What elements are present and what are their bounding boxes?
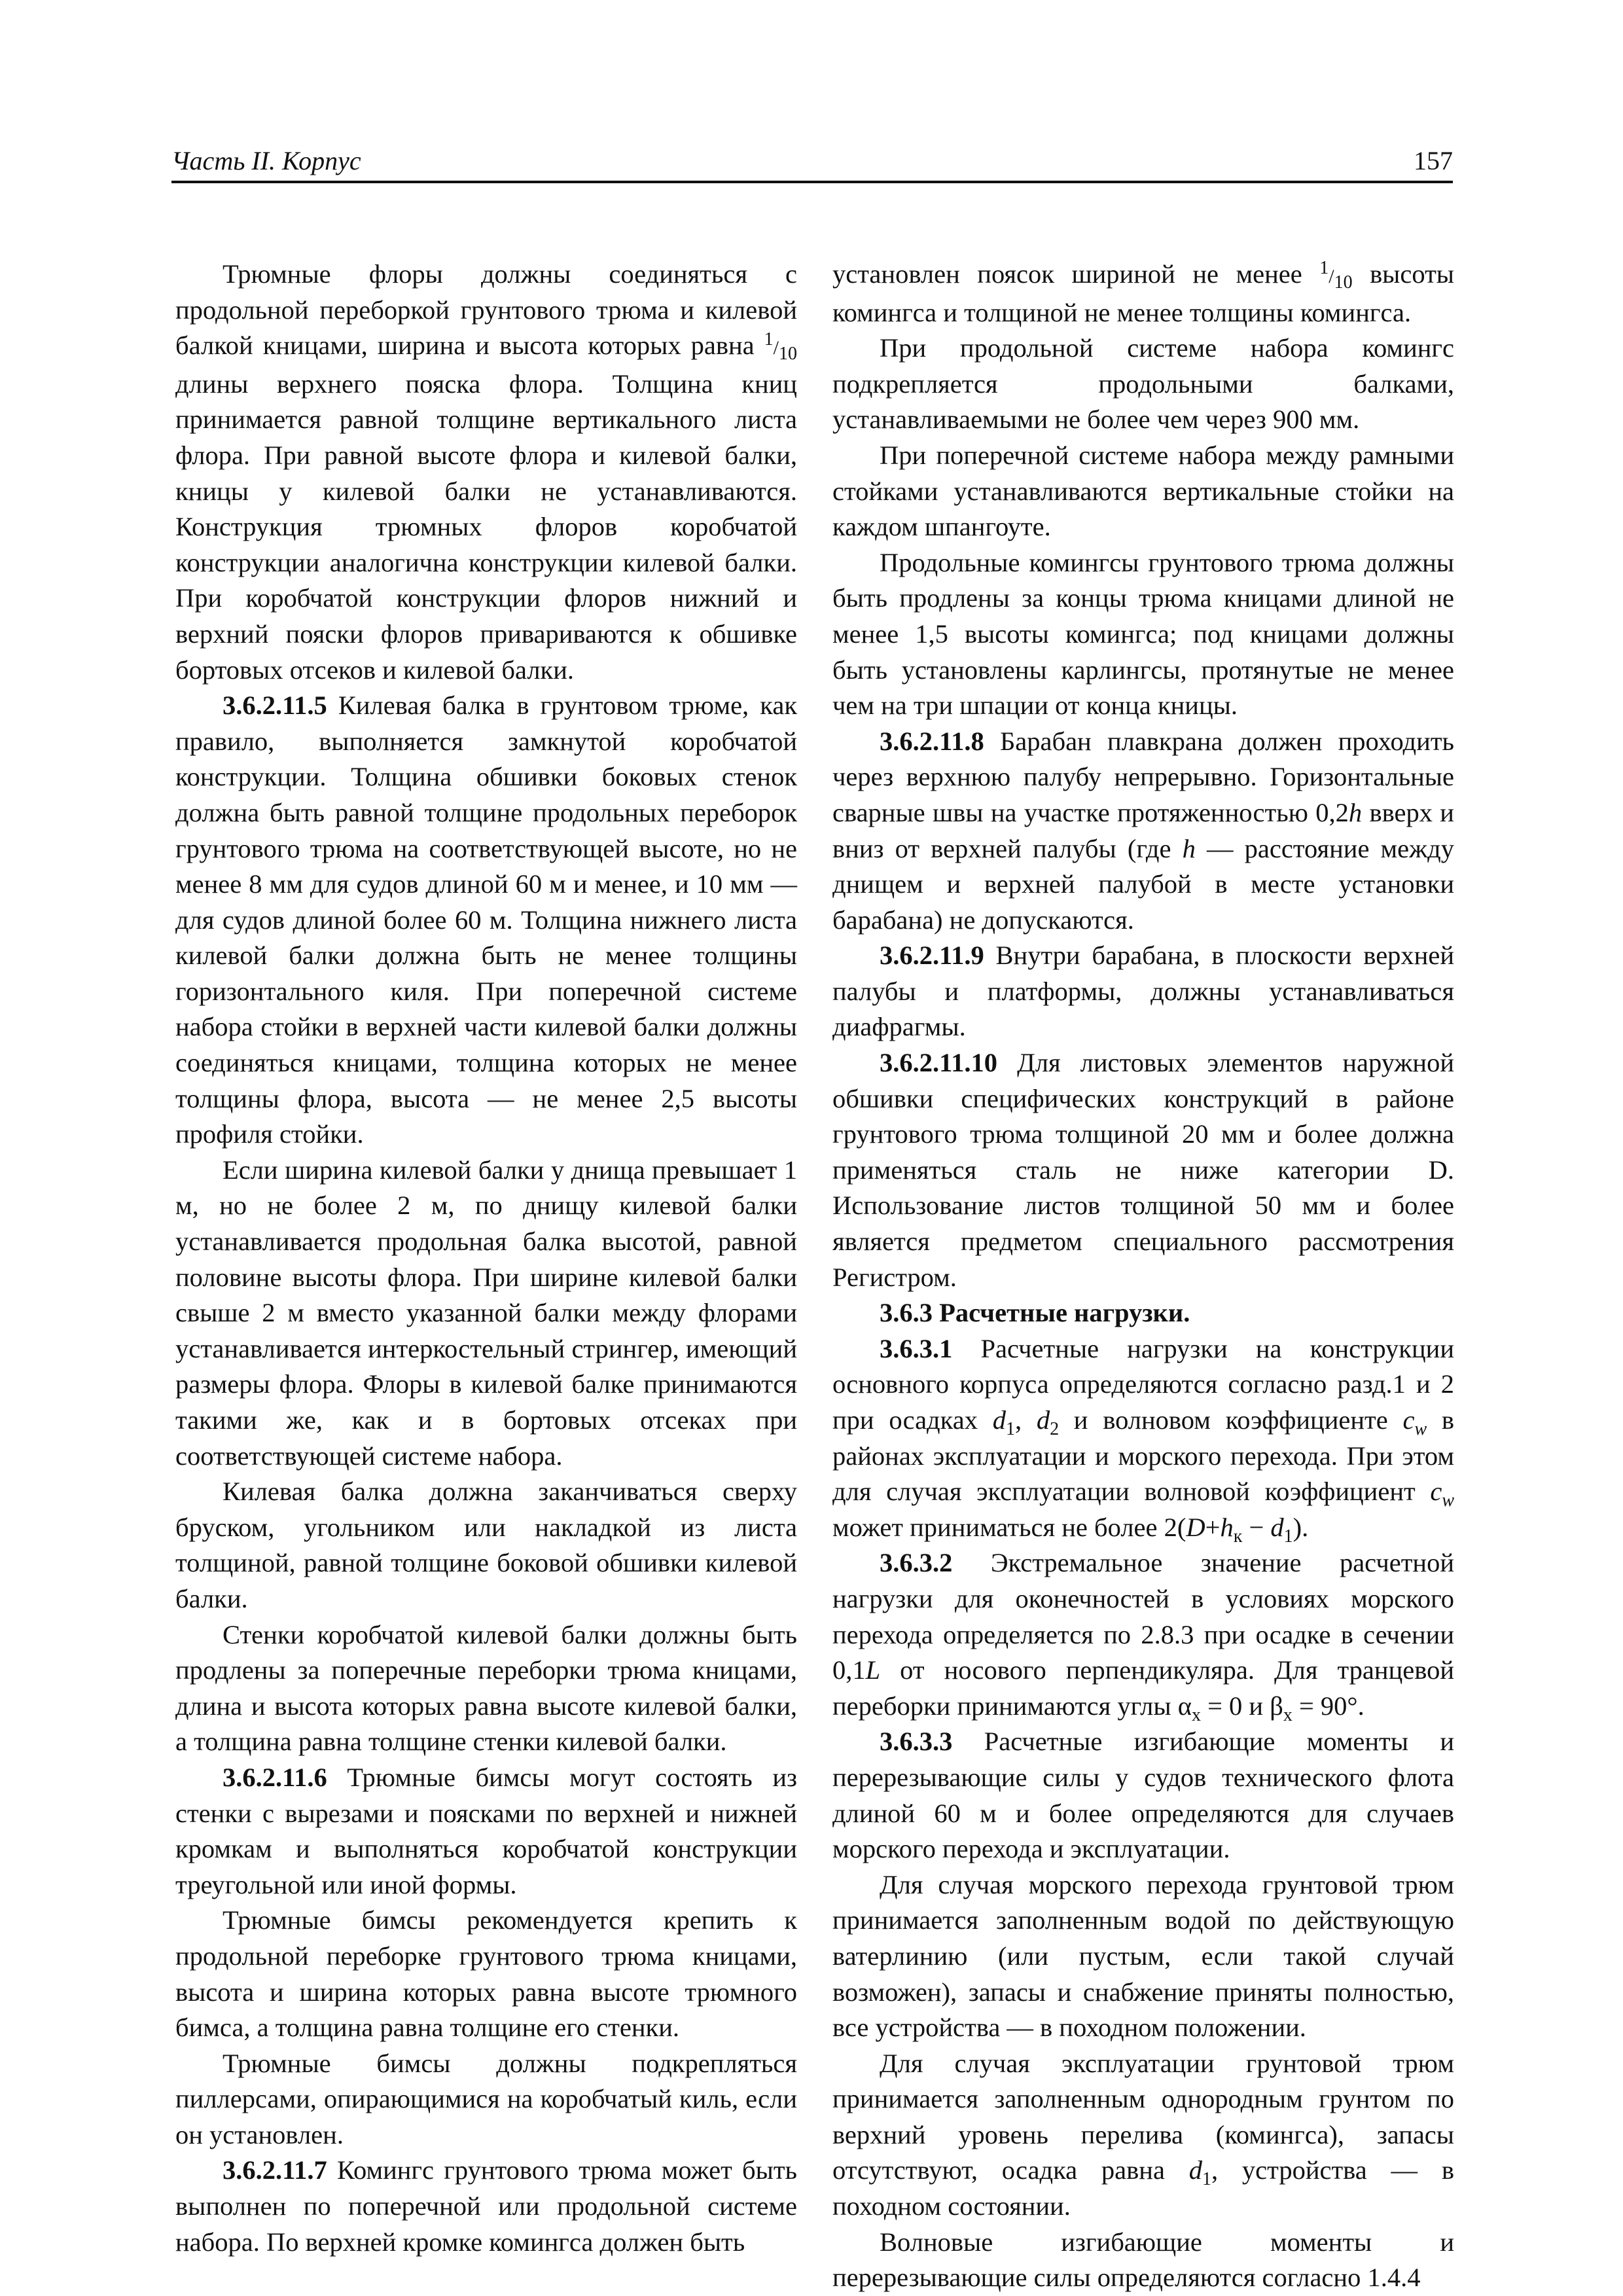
paragraph-text: Экстремальное значение расчетной нагрузки для оконечностей в условиях морского перехода определяется по 2.8.3 при осадке в сечении 0,1 xyxy=(832,1548,1454,1685)
paragraph: Стенки коробчатой килевой балки должны быть продлены за поперечные переборки трюма кницами, длина и высота которых равна высоте килевой балки, а толщина равна толщине стенки килевой балки. xyxy=(175,1619,797,1757)
clause-number: 3.6.2.11.9 xyxy=(880,941,984,971)
paragraph: Трюмные бимсы рекомендуется крепить к продольной переборке грунтового трюма кницами, высота и ширина которых равна высоте трюмного бимса, а толщина равна толщине его стенки. xyxy=(175,1905,797,2043)
fraction-numerator: 1 xyxy=(1319,258,1329,278)
paragraph: При поперечной системе набора между рамными стойками устанавливаются вертикальные стойки на каждом шпангоуте. xyxy=(832,440,1454,542)
clause-number: 3.6.3.1 xyxy=(880,1333,953,1363)
clause-number: 3.6.2.11.8 xyxy=(880,726,984,756)
right-column xyxy=(832,257,1454,2296)
paragraph-text: Трюмные флоры должны соединяться с продольной переборкой грунтового трюма и килевой балкой кницами, ширина и высота которых равна xyxy=(175,259,797,361)
paragraph-text: установлен поясок шириной не менее xyxy=(832,259,1320,289)
paragraph-text: вверх и вниз от верхней палубы (где xyxy=(832,797,1454,863)
paragraph: Продольные комингсы грунтового трюма должны быть продлены за концы трюма кницами длиной не менее 1,5 высоты комингса; под кницами должны быть установлены карлингсы, протянутые не менее чем на три шпации от конца кницы. xyxy=(832,547,1454,721)
paragraph-text: Внутри барабана, в плоскости верхней палубы и платформы, должны устанавливаться диафрагмы. xyxy=(832,941,1454,1042)
paragraph-text: Расчетные изгибающие моменты и перерезывающие силы у судов технического флота длиной 60 м и более определяются для случаев морского перехода и эксплуатации. xyxy=(832,1727,1454,1864)
variable: h xyxy=(1348,797,1363,827)
paragraph: Трюмные бимсы должны подкрепляться пиллерсами, опирающимися на коробчатый киль, если он установлен. xyxy=(175,2048,797,2149)
paragraph xyxy=(832,1545,1454,1724)
left-column xyxy=(175,257,797,2260)
variable: c xyxy=(1402,1405,1415,1435)
paragraph-text: высоты комингса и толщиной не менее толщины комингса. xyxy=(832,259,1454,327)
paragraph xyxy=(832,1331,1454,1546)
subscript xyxy=(1414,1419,1427,1439)
paragraph-text: = 0 и β xyxy=(1200,1691,1283,1721)
subscript xyxy=(1442,1490,1454,1511)
clause-number: 3.6.2.11.6 xyxy=(223,1762,327,1792)
paragraph xyxy=(832,724,1454,939)
paragraph-text: , устройства — в походном состоянии. xyxy=(832,2155,1454,2221)
paragraph xyxy=(175,1760,797,1903)
paragraph: Килевая балка должна заканчиваться сверху бруском, угольником или накладкой из листа толщиной, равной толщине боковой обшивки килевой балки. xyxy=(175,1477,797,1613)
subscript: x xyxy=(1191,1704,1201,1725)
fraction: $^1/_{10}$ xyxy=(764,329,797,365)
page-number: 157 xyxy=(1414,146,1453,175)
paragraph-text: в районах эксплуатации и морского перехода. При этом для случая эксплуатации волновой коэффициент xyxy=(832,1405,1455,1507)
paragraph xyxy=(832,2046,1454,2225)
paragraph-text: Для случая эксплуатации грунтовой трюм принимается заполненным однородным грунтом по верхний уровень перелива (комингса), запасы отсутствуют, осадка равна xyxy=(832,2048,1454,2185)
paragraph xyxy=(832,257,1454,331)
subscript: 2 xyxy=(1050,1419,1060,1440)
fraction-numerator: 1 xyxy=(764,329,774,350)
paragraph xyxy=(832,938,1454,1045)
paragraph-text: и волновом коэффициенте xyxy=(1059,1405,1403,1435)
paragraph: Если ширина килевой балки у днища превышает 1 м, но не более 2 м, по днищу килевой балки устанавливается продольная балка высотой, равной половине высоты флора. При ширине килевой балки свыше 2 м вместо указанной балки между флорами устанавливается интеркостельный стрингер, имеющий размеры флора. Флоры в килевой балке принимаются такими же, как и в бортовых отсеках при соответствующей системе набора. xyxy=(175,1155,797,1471)
operator: + xyxy=(1205,1512,1221,1542)
paragraph-text: Килевая балка в грунтовом трюме, как правило, выполняется замкнутой коробчатой конструкции. Толщина обшивки боковых стенок должна быть равной толщине продольных переборок грунтового трюма на соответствующей высоте, но не менее 8 мм для судов длиной 60 м и менее, и 10 мм — для судов длиной более 60 м. Толщина нижнего листа килевой балки должна быть не менее толщины горизонтального киля. При поперечной системе набора стойки в верхней части килевой балки должны соединяться кницами, толщина которых не менее толщины флора, высота — не менее 2,5 высоты профиля стойки. xyxy=(175,691,797,1149)
paragraph-text: Для листовых элементов наружной обшивки специфических конструкций в районе грунтового трюма толщиной 20 мм и более должна применяться сталь не ниже категории D. Использование листов толщиной 50 мм и более является предметом специального рассмотрения Регистром. xyxy=(832,1048,1454,1292)
clause-number: 3.6.3.2 xyxy=(880,1548,953,1578)
fraction-denominator: 10 xyxy=(779,344,797,365)
operator: − xyxy=(1242,1512,1271,1542)
paragraph: Для случая морского перехода грунтовой трюм принимается заполненным водой по действующую ватерлинию (или пустым, если такой случай возможен), запасы и снабжение приняты полностью, все устройства — в походном положении. xyxy=(832,1869,1454,2043)
paragraph xyxy=(175,688,797,1153)
fraction: $^1/_{10}$ xyxy=(1319,258,1353,293)
page-header xyxy=(171,143,1453,183)
paragraph-text: Расчетные нагрузки на конструкции основного корпуса определяются согласно разд.1 и 2 при осадках xyxy=(832,1333,1454,1435)
paragraph xyxy=(832,1045,1454,1295)
paragraph xyxy=(175,2153,797,2260)
variable: h xyxy=(1220,1512,1234,1542)
paragraph-text: — расстояние между днищем и верхней палубой в месте установки барабана) не допускаются. xyxy=(832,833,1454,935)
variable: w xyxy=(1442,1490,1454,1511)
paragraph-text: ). xyxy=(1293,1512,1309,1542)
subscript: 1 xyxy=(1202,2169,1211,2190)
variable: d xyxy=(1188,2155,1202,2185)
variable: c xyxy=(1430,1477,1442,1507)
variable: D xyxy=(1186,1512,1205,1542)
paragraph-text: длины верхнего пояска флора. Толщина книц принимается равной толщине вертикального листа флора. При равной высоте флора и килевой балки, кницы у килевой балки не устанавливаются. Конструкция трюмных флоров коробчатой конструкции аналогична конструкции килевой балки. При коробчатой конструкции флоров нижний и верхний пояски флоров привариваются к обшивке бортовых отсеков и килевой балки. xyxy=(175,368,797,685)
fraction-denominator: 10 xyxy=(1334,272,1353,293)
paragraph: Волновые изгибающие моменты и перерезывающие силы определяются согласно 1.4.4 xyxy=(832,2227,1454,2293)
paragraph-text: Трюмные бимсы могут состоять из стенки с вырезами и поясками по верхней и нижней кромкам и выполняться коробчатой конструкции треугольной или иной формы. xyxy=(175,1762,797,1899)
paragraph-text: , xyxy=(1014,1405,1037,1435)
variable: L xyxy=(865,1655,881,1685)
paragraph-text: = 90°. xyxy=(1292,1691,1364,1721)
variable: d xyxy=(1270,1512,1284,1542)
section-heading: 3.6.3 Расчетные нагрузки. xyxy=(880,1298,1190,1328)
subscript: к xyxy=(1233,1526,1243,1547)
subscript: 1 xyxy=(1005,1419,1015,1440)
variable: d xyxy=(992,1405,1006,1435)
variable: w xyxy=(1414,1419,1427,1440)
paragraph-text: Барабан плавкрана должен проходить через верхнюю палубу непрерывно. Горизонтальные сварные швы на участке протяженностью 0,2 xyxy=(832,726,1454,827)
variable: d xyxy=(1036,1405,1050,1435)
subscript: 1 xyxy=(1283,1526,1293,1547)
paragraph-text: Комингс грунтового трюма может быть выполнен по поперечной или продольной системе набора. По верхней кромке комингса должен быть xyxy=(175,2155,797,2257)
paragraph xyxy=(832,1724,1454,1867)
clause-number: 3.6.2.11.7 xyxy=(223,2155,327,2185)
paragraph xyxy=(175,257,797,688)
clause-number: 3.6.3.3 xyxy=(880,1727,953,1757)
paragraph-text: может приниматься не более 2( xyxy=(832,1512,1186,1542)
paragraph-text: от носового перпендикуляра. Для транцевой переборки принимаются углы α xyxy=(832,1655,1454,1721)
clause-number: 3.6.2.11.5 xyxy=(223,691,327,721)
clause-number: 3.6.2.11.10 xyxy=(880,1048,998,1078)
variable: h xyxy=(1182,833,1196,863)
running-title: Часть II. Корпус xyxy=(171,146,361,175)
subscript: x xyxy=(1283,1704,1293,1725)
paragraph: При продольной системе набора комингс подкрепляется продольными балками, устанавливаемыми не более чем через 900 мм. xyxy=(832,333,1454,435)
